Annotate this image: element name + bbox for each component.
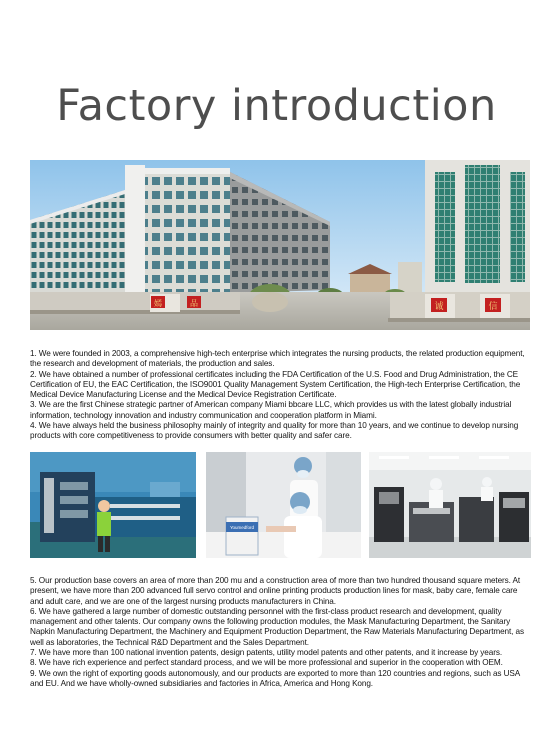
detail-item-5: 5. Our production base covers an area of more than 200 mu and a construction area of more than two hundred thousand square meters. At present, we have more than 200 advanced full servo control and online printing products production lines for mask, baby care, female care and adult care, and we are one of the largest nursing products manufacturers in China. [30,576,521,606]
detail-text [30,576,530,689]
intro-item-3: 3. We are the first Chinese strategic partner of American company Miami bbcare LLC, which provides us with the latest globally industrial information, technology innovation and industry communication and cooperation platform in Miami. [30,400,512,420]
building-sign-1: 嫣 [154,299,162,308]
production-line-photo [30,452,196,558]
building-sign-4: 信 [488,302,498,312]
building-sign-3: 诚 [434,302,444,312]
building-sign-2: 品 [190,299,198,308]
intro-item-2: 2. We have obtained a number of professional certificates including the FDA Certification of the U.S. Food and Drug Administration, the CE Certification of EU, the EAC Certification, the ISO9001 Quality Management System Certification, the High-tech Enterprise Certification, the Medical Device Manufacturing License and the Medical Device Registration Certificate. [30,369,521,400]
detail-item-9: 9. We own the right of exporting goods autonomously, and our products are exported to more than 120 countries and regions, such as USA and EU. And we have wholly-owned subsidiaries and factories in Africa, America and Hong Kong. [30,668,520,688]
lab-board-label: Youmedford [229,525,255,530]
cleanroom-workshop-photo [369,452,531,558]
page-title: Factory introduction [56,80,497,131]
factory-building-photo [30,160,530,330]
detail-item-8: 8. We have rich experience and perfect standard process, and we will be more professional and superior in the cooperation with OEM. [30,658,503,668]
laboratory-photo [206,452,361,558]
detail-item-7: 7. We have more than 100 national invention patents, design patents, utility model patents and other patents, and it increase by years. [30,648,502,658]
intro-text [30,349,530,442]
intro-item-4: 4. We have always held the business philosophy mainly of integrity and quality for more than 10 years, and we continue to develop nursing products with core competitiveness to provide consumers with better quality and safer care. [30,421,519,441]
detail-item-6: 6. We have gathered a large number of domestic outstanding personnel with the first-class product research and development, quality management and other talents. Our company owns the following production modules, the Mask Manufacturing Department, the Sanitary Napkin Manufacturing Department, the Machinery and Equipment Production Department, the Raw Materials Manufacturing Department, as well as laboratories, the Technical R&D Department and the Sales Department. [30,606,524,647]
intro-item-1: 1. We were founded in 2003, a comprehensive high-tech enterprise which integrates the nursing products, the related production equipment, the research and development of materials, the production and sales. [30,349,525,369]
